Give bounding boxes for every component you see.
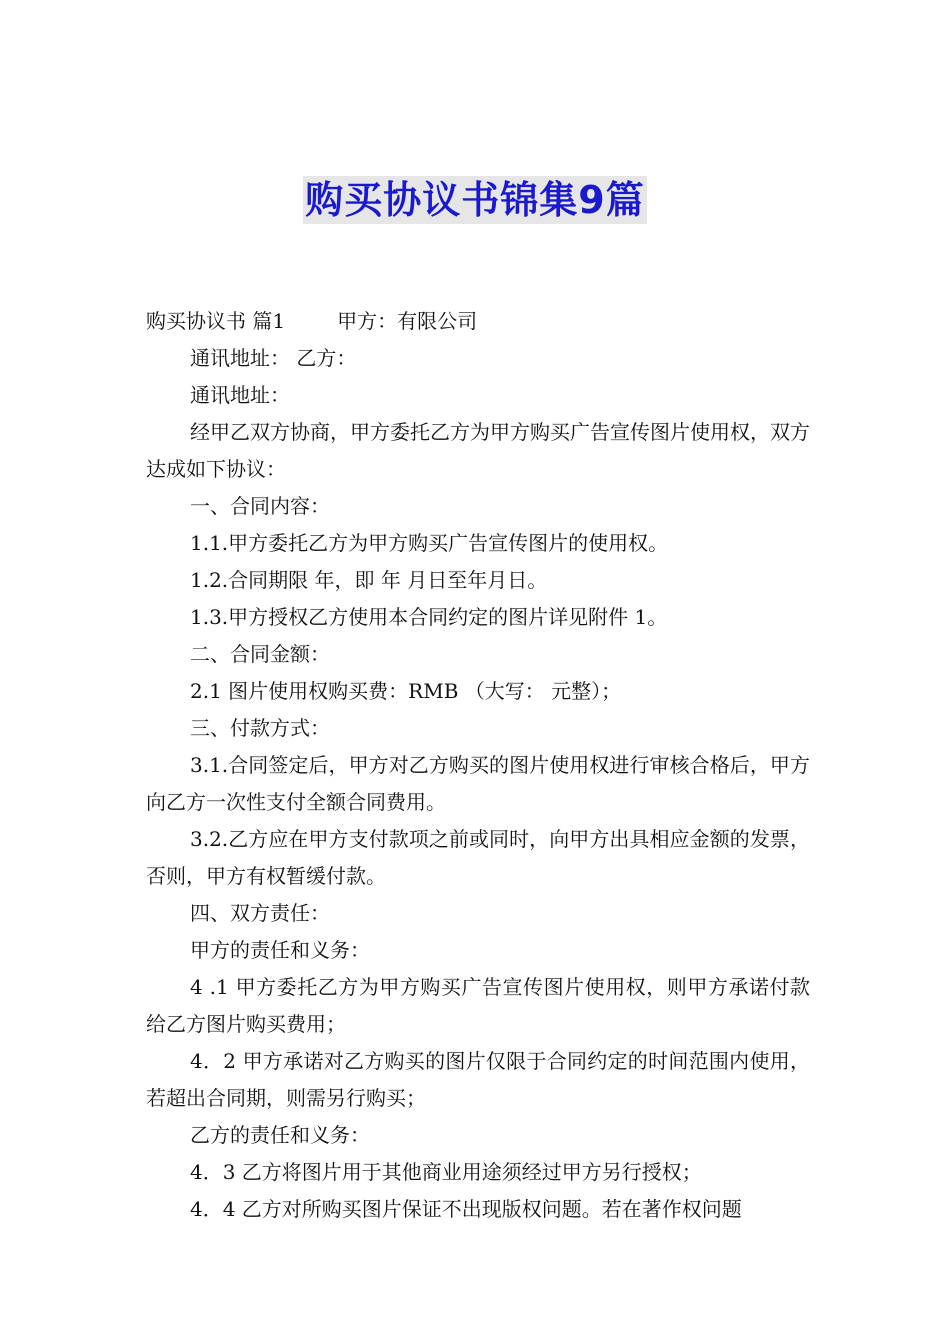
paragraph: 通讯地址：	[190, 383, 290, 407]
party-a-line: 甲方：有限公司	[337, 309, 478, 333]
section-label: 购买协议书 篇1	[146, 309, 286, 333]
paragraph: 甲方的责任和义务：	[190, 938, 370, 962]
paragraph: 三、付款方式：	[190, 716, 330, 740]
paragraph-heading-line	[146, 303, 810, 340]
paragraph: 2.1 图片使用权购买费：RMB （大写： 元整）；	[190, 679, 622, 703]
paragraph: 4．3 乙方将图片用于其他商业用途须经过甲方另行授权；	[190, 1160, 702, 1184]
title-block	[0, 176, 950, 224]
paragraph: 经甲乙双方协商，甲方委托乙方为甲方购买广告宣传图片使用权，双方达成如下协议：	[146, 420, 810, 481]
paragraph: 1.3.甲方授权乙方使用本合同约定的图片详见附件 1。	[190, 605, 668, 629]
paragraph: 4．4 乙方对所购买图片保证不出现版权问题。若在著作权问题	[190, 1197, 742, 1221]
paragraph: 3.2.乙方应在甲方支付款项之前或同时，向甲方出具相应金额的发票，否则，甲方有权暂缓付款。	[146, 827, 810, 888]
paragraph: 通讯地址： 乙方：	[190, 346, 357, 370]
paragraph: 4 .1 甲方委托乙方为甲方购买广告宣传图片使用权，则甲方承诺付款给乙方图片购买费用；	[146, 975, 810, 1036]
paragraph: 4．2 甲方承诺对乙方购买的图片仅限于合同约定的时间范围内使用，若超出合同期，则需另行购买；	[146, 1049, 810, 1110]
paragraph: 一、合同内容：	[190, 494, 330, 518]
document-title: 购买协议书锦集9篇	[305, 178, 645, 222]
paragraph: 二、合同金额：	[190, 642, 330, 666]
document-body	[146, 303, 810, 1228]
paragraph: 乙方的责任和义务：	[190, 1123, 370, 1147]
paragraph: 1.2.合同期限 年，即 年 月日至年月日。	[190, 568, 548, 592]
paragraph: 1.1.甲方委托乙方为甲方购买广告宣传图片的使用权。	[190, 531, 669, 555]
paragraph: 四、双方责任：	[190, 901, 330, 925]
paragraph: 3.1.合同签定后，甲方对乙方购买的图片使用权进行审核合格后，甲方向乙方一次性支付全额合同费用。	[146, 753, 810, 814]
